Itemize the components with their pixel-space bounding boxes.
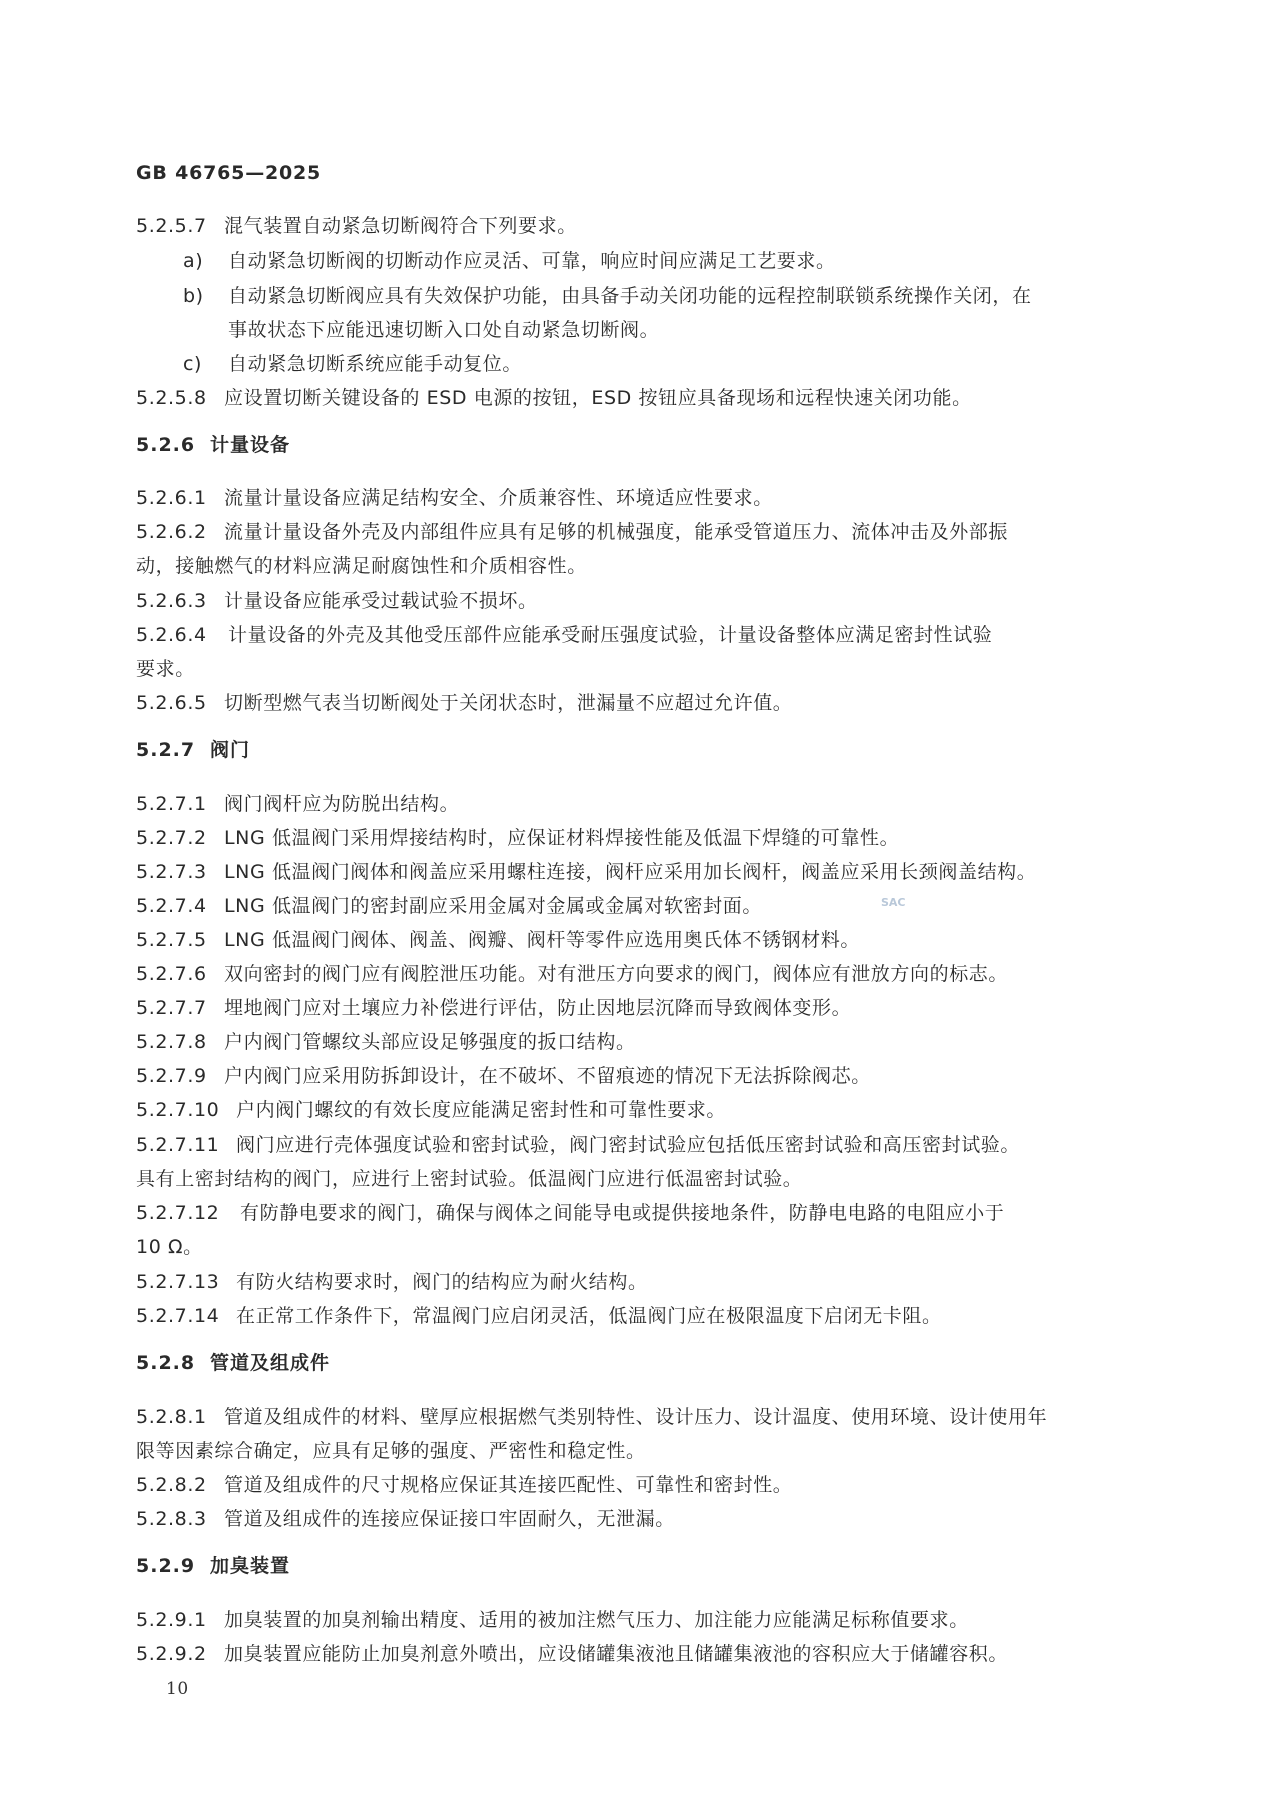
list-text: 自动紧急切断阀应具有失效保护功能，由具备手动关闭功能的远程控制联锁系统操作关闭，在	[228, 285, 1032, 307]
clause-text: 双向密封的阀门应有阀腔泄压功能。对有泄压方向要求的阀门，阀体应有泄放方向的标志。	[224, 963, 1009, 985]
clause-text: 户内阀门管螺纹头部应设足够强度的扳口结构。	[224, 1031, 636, 1053]
clause-text: 户内阀门应采用防拆卸设计，在不破坏、不留痕迹的情况下无法拆除阀芯。	[224, 1065, 871, 1087]
clause-line	[136, 893, 762, 919]
clause-continuation: 要求。	[136, 658, 195, 680]
clause-continuation: 动，接触燃气的材料应满足耐腐蚀性和介质相容性。	[136, 555, 587, 577]
clause-text: 流量计量设备外壳及内部组件应具有足够的机械强度，能承受管道压力、流体冲击及外部振	[224, 521, 1009, 543]
list-text: 自动紧急切断阀的切断动作应灵活、可靠，响应时间应满足工艺要求。	[228, 250, 836, 272]
clause-line	[136, 690, 792, 716]
clause-line	[136, 588, 538, 614]
list-marker: c)	[183, 353, 203, 375]
sac-watermark: SAC	[881, 896, 906, 909]
section-heading	[136, 1553, 290, 1579]
section-number: 5.2.8	[136, 1352, 196, 1374]
clause-number: 5.2.5.7	[136, 215, 207, 237]
clause-number: 5.2.7.10	[136, 1099, 220, 1121]
clause-text: LNG 低温阀门阀体和阀盖应采用螺柱连接，阀杆应采用加长阀杆，阀盖应采用长颈阀盖结构。	[224, 861, 1037, 883]
section-number: 5.2.7	[136, 739, 196, 761]
clause-text: 管道及组成件的材料、壁厚应根据燃气类别特性、设计压力、设计温度、使用环境、设计使用年	[224, 1406, 1048, 1428]
clause-number: 5.2.8.1	[136, 1406, 207, 1428]
clause-number: 5.2.7.1	[136, 793, 207, 815]
clause-text: 切断型燃气表当切断阀处于关闭状态时，泄漏量不应超过允许值。	[224, 692, 793, 714]
clause-text: 户内阀门螺纹的有效长度应能满足密封性和可靠性要求。	[236, 1099, 727, 1121]
list-text: 自动紧急切断系统应能手动复位。	[228, 353, 523, 375]
clause-line	[136, 385, 972, 411]
clause-number: 5.2.7.4	[136, 895, 207, 917]
clause-line	[136, 1472, 792, 1498]
list-marker: b)	[183, 285, 204, 307]
clause-number: 5.2.7.5	[136, 929, 207, 951]
clause-line	[136, 622, 992, 648]
clause-line	[136, 1607, 969, 1633]
clause-line	[136, 791, 459, 817]
clause-line	[136, 1269, 648, 1295]
clause-line	[136, 1097, 726, 1123]
page-number: 10	[166, 1679, 189, 1699]
section-heading	[136, 1350, 330, 1376]
clause-text: 加臭装置应能防止加臭剂意外喷出，应设储罐集液池且储罐集液池的容积应大于储罐容积。	[224, 1643, 1009, 1665]
clause-text: LNG 低温阀门采用焊接结构时，应保证材料焊接性能及低温下焊缝的可靠性。	[224, 827, 900, 849]
clause-text: 在正常工作条件下，常温阀门应启闭灵活，低温阀门应在极限温度下启闭无卡阻。	[236, 1305, 942, 1327]
clause-text: 计量设备应能承受过载试验不损坏。	[224, 590, 538, 612]
clause-line	[136, 927, 860, 953]
clause-line	[136, 1641, 1008, 1667]
clause-number: 5.2.7.6	[136, 963, 207, 985]
section-heading	[136, 737, 250, 763]
clause-number: 5.2.7.9	[136, 1065, 207, 1087]
list-marker: a)	[183, 250, 204, 272]
clause-continuation: 10 Ω。	[136, 1236, 203, 1258]
clause-line	[136, 1303, 942, 1329]
section-number: 5.2.6	[136, 434, 196, 456]
clause-number: 5.2.7.3	[136, 861, 207, 883]
clause-text: 加臭装置的加臭剂输出精度、适用的被加注燃气压力、加注能力应能满足标称值要求。	[224, 1609, 969, 1631]
list-item	[183, 283, 1032, 309]
clause-line	[136, 825, 899, 851]
clause-text: 有防火结构要求时，阀门的结构应为耐火结构。	[236, 1271, 648, 1293]
list-item	[183, 351, 522, 377]
clause-text: 混气装置自动紧急切断阀符合下列要求。	[224, 215, 577, 237]
clause-number: 5.2.8.3	[136, 1508, 207, 1530]
clause-text: 计量设备的外壳及其他受压部件应能承受耐压强度试验，计量设备整体应满足密封性试验	[228, 624, 993, 646]
clause-line	[136, 485, 773, 511]
clause-text: LNG 低温阀门阀体、阀盖、阀瓣、阀杆等零件应选用奥氏体不锈钢材料。	[224, 929, 860, 951]
clause-text: 管道及组成件的连接应保证接口牢固耐久，无泄漏。	[224, 1508, 675, 1530]
clause-line	[136, 1132, 1020, 1158]
clause-text: 管道及组成件的尺寸规格应保证其连接匹配性、可靠性和密封性。	[224, 1474, 793, 1496]
clause-line	[136, 961, 1008, 987]
clause-line	[136, 1029, 636, 1055]
clause-text: LNG 低温阀门的密封副应采用金属对金属或金属对软密封面。	[224, 895, 762, 917]
clause-number: 5.2.7.13	[136, 1271, 220, 1293]
clause-number: 5.2.6.5	[136, 692, 207, 714]
clause-line	[136, 1404, 1047, 1430]
clause-number: 5.2.5.8	[136, 387, 207, 409]
section-title: 阀门	[210, 739, 251, 761]
clause-line	[136, 213, 577, 239]
clause-number: 5.2.9.1	[136, 1609, 207, 1631]
clause-line	[136, 1063, 871, 1089]
clause-line	[136, 1200, 1004, 1226]
clause-number: 5.2.6.2	[136, 521, 207, 543]
clause-number: 5.2.7.14	[136, 1305, 220, 1327]
standard-number: GB 46765—2025	[136, 162, 322, 184]
clause-continuation: 限等因素综合确定，应具有足够的强度、严密性和稳定性。	[136, 1440, 646, 1462]
clause-continuation: 具有上密封结构的阀门，应进行上密封试验。低温阀门应进行低温密封试验。	[136, 1168, 803, 1190]
clause-text: 应设置切断关键设备的 ESD 电源的按钮，ESD 按钮应具备现场和远程快速关闭功能。	[224, 387, 972, 409]
section-title: 管道及组成件	[210, 1352, 331, 1374]
clause-text: 阀门阀杆应为防脱出结构。	[224, 793, 460, 815]
clause-line	[136, 519, 1008, 545]
clause-line	[136, 995, 851, 1021]
clause-text: 流量计量设备应满足结构安全、介质兼容性、环境适应性要求。	[224, 487, 773, 509]
clause-number: 5.2.8.2	[136, 1474, 207, 1496]
clause-number: 5.2.9.2	[136, 1643, 207, 1665]
clause-number: 5.2.7.8	[136, 1031, 207, 1053]
list-continuation: 事故状态下应能迅速切断入口处自动紧急切断阀。	[228, 319, 660, 341]
clause-text: 阀门应进行壳体强度试验和密封试验，阀门密封试验应包括低压密封试验和高压密封试验。	[236, 1134, 1021, 1156]
list-item	[183, 248, 836, 274]
clause-line	[136, 1506, 675, 1532]
clause-text: 埋地阀门应对土壤应力补偿进行评估，防止因地层沉降而导致阀体变形。	[224, 997, 852, 1019]
clause-number: 5.2.7.2	[136, 827, 207, 849]
clause-text: 有防静电要求的阀门，确保与阀体之间能导电或提供接地条件，防静电电路的电阻应小于	[240, 1202, 1005, 1224]
clause-number: 5.2.7.12	[136, 1202, 220, 1224]
clause-number: 5.2.6.4	[136, 624, 207, 646]
section-heading	[136, 432, 290, 458]
clause-number: 5.2.6.3	[136, 590, 207, 612]
clause-line	[136, 859, 1036, 885]
clause-number: 5.2.7.7	[136, 997, 207, 1019]
section-title: 计量设备	[210, 434, 291, 456]
clause-number: 5.2.6.1	[136, 487, 207, 509]
section-number: 5.2.9	[136, 1555, 196, 1577]
section-title: 加臭装置	[210, 1555, 291, 1577]
clause-number: 5.2.7.11	[136, 1134, 220, 1156]
